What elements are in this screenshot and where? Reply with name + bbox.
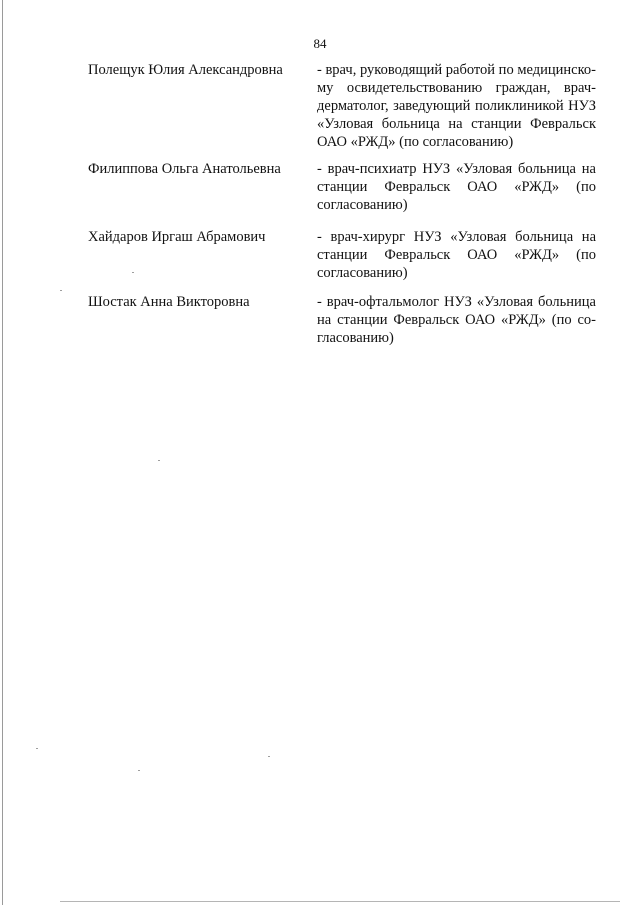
member-name: Полещук Юлия Александровна	[88, 62, 283, 78]
member-name: Шостак Анна Викторовна	[88, 294, 250, 310]
member-name: Хайдаров Иргаш Абрамович	[88, 229, 266, 245]
member-name: Филиппова Ольга Анатольевна	[88, 161, 281, 177]
member-role: - врач-офтальмолог НУЗ «Узловая больница на станции Февральск ОАО «РЖД» (по согласованию)	[317, 294, 596, 346]
scan-bottom-edge	[60, 901, 620, 902]
member-role: - врач-хирург НУЗ «Узловая больница на станции Февральск ОАО «РЖД» (по согласованию)	[317, 229, 596, 281]
scan-speck	[60, 290, 62, 291]
member-role: - врач, руководящий работой по медицинскому освидетельствованию граждан, врач-дерматолог, заведующий поликлиникой НУЗ «Узловая больница на станции Февральск ОАО «РЖД» (по согласованию)	[317, 62, 596, 150]
page-number: 84	[313, 36, 327, 51]
member-role: - врач-психиатр НУЗ «Узловая больница на станции Февральск ОАО «РЖД» (по согласованию)	[317, 161, 596, 213]
scan-speck	[36, 748, 38, 749]
scan-speck	[138, 770, 140, 771]
scan-speck	[268, 756, 270, 757]
scan-speck	[132, 272, 134, 273]
scan-edge-line	[2, 0, 3, 905]
scan-speck	[158, 460, 160, 461]
